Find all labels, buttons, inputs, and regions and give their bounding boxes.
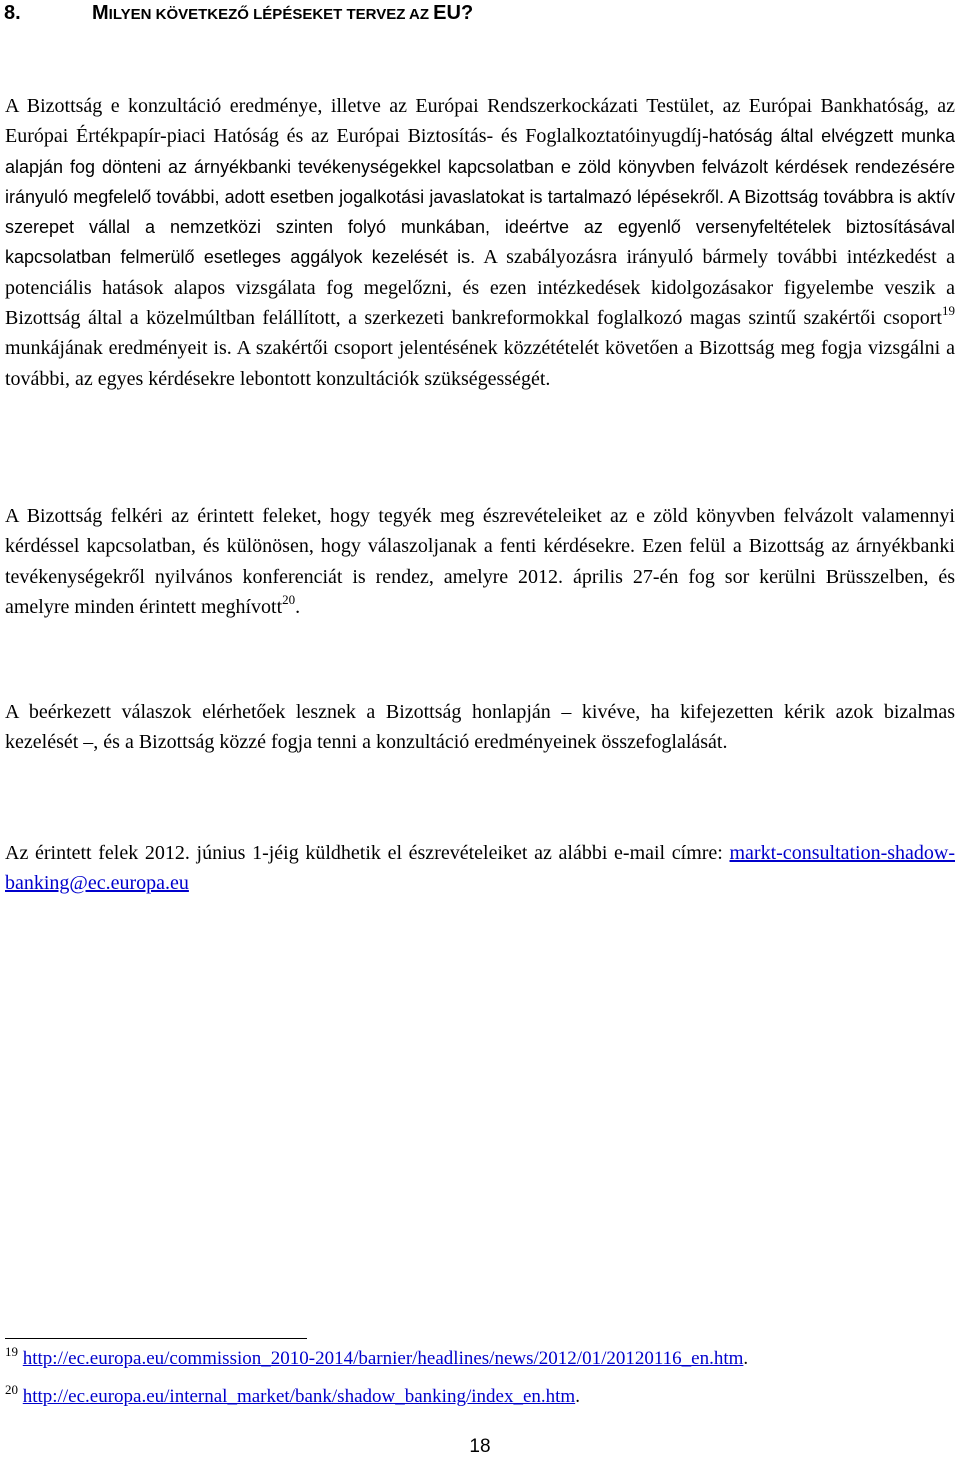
footnote-19 xyxy=(5,1346,955,1372)
footnote-ref-20[interactable]: 20 xyxy=(282,591,296,607)
paragraph2-end: . xyxy=(295,595,301,618)
section-title-initial: M xyxy=(92,2,109,24)
footnote-19-end: . xyxy=(743,1348,749,1369)
email-link[interactable]: markt-consultation-shadow-banking@ec.europa.eu xyxy=(5,842,955,895)
paragraph-responses xyxy=(5,697,955,758)
paragraph-next-steps xyxy=(5,91,955,394)
paragraph2-text: A Bizottság felkéri az érintett feleket, hogy tegyék meg észrevételeiket az e zöld könyvben felvázolt valamennyi kérdéssel kapcsolatban, és különösen, hogy válaszoljanak a fenti kérdésekre. Ezen felül a Bizottság az árnyékbanki tevékenységekről nyilvános konferenciát is rendez, amelyre 2012. április 27-én fog sor kerülni Brüsszelben, és amelyre minden érintett meghívott xyxy=(5,505,955,618)
footnote-separator xyxy=(5,1338,307,1339)
footnote-20 xyxy=(5,1384,955,1410)
footnote-19-number: 19 xyxy=(5,1344,18,1359)
footnote-20-end: . xyxy=(575,1386,580,1407)
paragraph-deadline xyxy=(5,838,955,899)
footnote-19-link[interactable]: http://ec.europa.eu/commission_2010-2014/barnier/headlines/news/2012/01/20120116_en.htm xyxy=(22,1348,744,1369)
paragraph1-part4: munkájának eredményeit is. A szakértői csoport jelentésének közzétételét követően a Bizottság meg fogja vizsgálni a további, az egyes kérdésekre lebontott konzultációk szükségességét. xyxy=(5,337,955,390)
footnote-20-number: 20 xyxy=(5,1382,18,1397)
paragraph-invitation xyxy=(5,501,955,622)
footnote-20-link[interactable]: http://ec.europa.eu/internal_market/bank/shadow_banking/index_en.htm xyxy=(22,1386,576,1407)
page-number: 18 xyxy=(469,1436,491,1457)
paragraph4-text: Az érintett felek 2012. június 1-jéig küldhetik el észrevételeiket az alábbi e-mail címre: xyxy=(5,842,730,864)
section-title-end: ? xyxy=(460,2,474,24)
section-title-smallcaps: ILYEN KÖVETKEZŐ LÉPÉSEKET TERVEZ AZ xyxy=(108,6,434,23)
section-title-eu: EU xyxy=(433,2,461,24)
footnote-ref-19[interactable]: 19 xyxy=(942,303,955,319)
section-heading xyxy=(4,0,473,28)
paragraph1-part1: A Bizottság e konzultáció eredménye, illetve az Európai Rendszerkockázati Testület, az Európai Bankhatóság, az Európai Értékpapír-piaci Hatóság és az Európai Biztosítás- és Foglalkoztatóinyugdíj- xyxy=(5,95,955,148)
paragraph1-part3: A szabályozásra irányuló bármely további intézkedést a potenciális hatások alapos vizsgálata fog megelőzni, és ezen intézkedések kidolgozásakor figyelembe veszik a Bizottság által a közelmúltban felállított, a szerkezeti bankreformokkal foglalkozó magas szintű szakértői csoport xyxy=(5,246,955,330)
paragraph3-text: A beérkezett válaszok elérhetőek lesznek a Bizottság honlapján – kivéve, ha kifejezetten kérik azok bizalmas kezelését –, és a Bizottság közzé fogja tenni a konzultáció eredményeinek összefoglalását. xyxy=(5,701,955,754)
section-number: 8. xyxy=(4,2,21,24)
paragraph1-part2: hatóság által elvégzett munka alapján fog dönteni az árnyékbanki tevékenységekkel kapcsolatban e zöld könyvben felvázolt kérdések rendezésére irányuló megfelelő további, adott esetben jogalkotási javaslatokat is tartalmazó lépésekről. A Bizottság továbbra is aktív szerepet vállal a nemzetközi szinten folyó munkában, ideértve az egyenlő versenyfeltételek biztosításával kapcsolatban felmerülő esetleges aggályok kezelését is. xyxy=(5,126,955,268)
